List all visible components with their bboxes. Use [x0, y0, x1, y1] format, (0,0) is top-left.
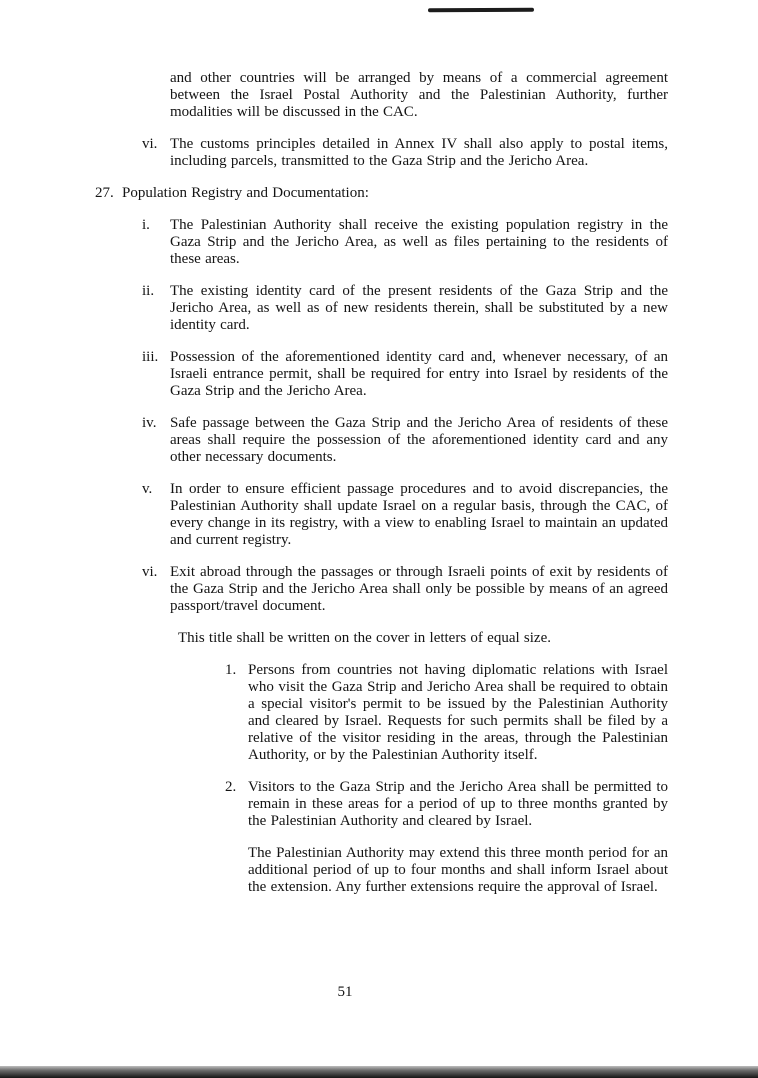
paragraph: The Palestinian Authority may extend this three month period for an additional period of up to four months and shall inform Israel about the extension. Any further extensions require the approval of Israel. [248, 845, 668, 895]
list-item-iv [142, 415, 668, 466]
section-title: Population Registry and Documentation: [122, 185, 369, 201]
paragraph: Persons from countries not having diplomatic relations with Israel who visit the Gaza Strip and Jericho Area shall be required to obtain a special visitor's permit to be issued by the Palestinian Authority and cleared by Israel. Requests for such permits shall be filed by a relative of the visitor residing in the areas, through the Palestinian Authority, or by the Palestinian Authority itself. [248, 662, 668, 763]
paragraph: Visitors to the Gaza Strip and the Jericho Area shall be permitted to remain in these areas for a period of up to three months granted by the Palestinian Authority and cleared by Israel. [248, 779, 668, 829]
list-marker: vi. [142, 136, 158, 152]
numbered-item-2 [225, 779, 668, 896]
scan-artifact-top [428, 8, 534, 13]
list-marker: i. [142, 217, 150, 233]
list-item-text: The existing identity card of the present residents of the Gaza Strip and the Jericho Area, as well as of new residents therein, shall be substituted by a new identity card. [170, 283, 668, 333]
list-item-vi [142, 564, 668, 615]
continuation-paragraph: and other countries will be arranged by means of a commercial agreement between the Israel Postal Authority and the Palestinian Authority, further modalities will be discussed in the CAC. [170, 70, 668, 120]
list-item-text: In order to ensure efficient passage procedures and to avoid discrepancies, the Palestinian Authority shall update Israel on a regular basis, through the CAC, of every change in its registry, with a view to enabling Israel to maintain an updated and current registry. [170, 481, 668, 548]
section-heading-27 [95, 185, 668, 202]
title-note: This title shall be written on the cover in letters of equal size. [178, 630, 551, 646]
list-marker: 2. [225, 779, 237, 795]
list-item-i [142, 217, 668, 268]
list-item-postal-vi [142, 136, 668, 170]
scan-artifact-bottom [0, 1066, 758, 1078]
list-item-text: The customs principles detailed in Annex IV shall also apply to postal items, including parcels, transmitted to the Gaza Strip and the Jericho Area. [170, 136, 668, 169]
list-item-text [248, 662, 668, 764]
numbered-item-1 [225, 662, 668, 764]
list-item-ii [142, 283, 668, 334]
list-item-v [142, 481, 668, 549]
list-marker: v. [142, 481, 153, 497]
list-marker: ii. [142, 283, 155, 299]
list-marker: 1. [225, 662, 237, 678]
page-number: 51 [337, 984, 353, 1000]
list-marker: vi. [142, 564, 158, 580]
list-marker: iv. [142, 415, 157, 431]
list-marker: iii. [142, 349, 159, 365]
list-item-text: Safe passage between the Gaza Strip and the Jericho Area of residents of these areas shall require the possession of the aforementioned identity card and any other necessary documents. [170, 415, 668, 465]
section-number: 27. [95, 185, 114, 201]
list-item-text: Exit abroad through the passages or through Israeli points of exit by residents of the Gaza Strip and the Jericho Area shall only be possible by means of an agreed passport/travel document. [170, 564, 668, 614]
list-item-text: Possession of the aforementioned identity card and, whenever necessary, of an Israeli entrance permit, shall be required for entry into Israel by residents of the Gaza Strip and the Jericho Area. [170, 349, 668, 399]
document-body [95, 70, 668, 911]
list-item-iii [142, 349, 668, 400]
list-item-text [248, 779, 668, 896]
list-item-text: The Palestinian Authority shall receive the existing population registry in the Gaza Strip and the Jericho Area, as well as files pertaining to the residents of these areas. [170, 217, 668, 267]
